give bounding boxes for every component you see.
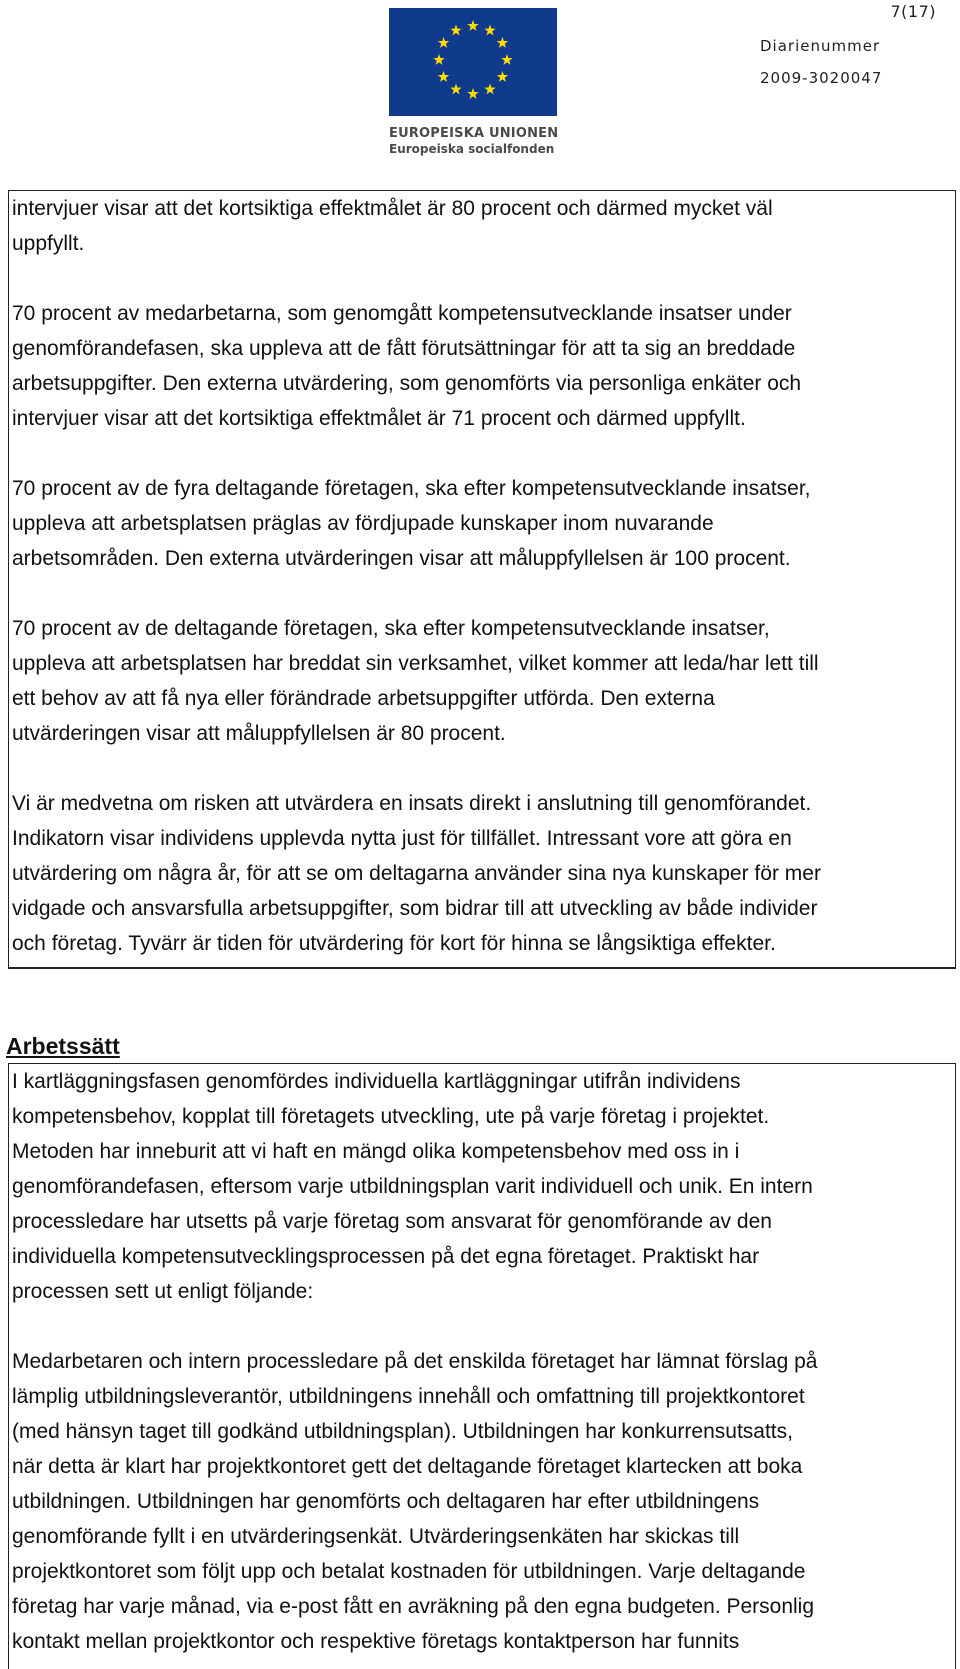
text-line: Metoden har inneburit att vi haft en mängd olika kompetensbehov med oss in i — [12, 1140, 740, 1163]
text-line: vidgade och ansvarsfulla arbetsuppgifter, som bidrar till att utveckling av både individer — [12, 897, 818, 920]
text-line: processledare har utsetts på varje företag som ansvarat för genomförande av den — [12, 1210, 772, 1233]
text-line — [12, 261, 955, 296]
results-text — [12, 191, 955, 961]
text-line: och företag. Tyvärr är tiden för utvärdering för kort för hinna se långsiktiga effekter. — [12, 932, 776, 955]
text-line: utbildningen. Utbildningen har genomförts och deltagaren har efter utbildningens — [12, 1490, 760, 1513]
text-line: individuella kompetensutvecklingsprocessen på det egna företaget. Praktiskt har — [12, 1245, 760, 1268]
text-line: 70 procent av de deltagande företagen, ska efter kompetensutvecklande insatser, — [12, 617, 770, 640]
text-line: genomförande fyllt i en utvärderingsenkät. Utvärderingsenkäten har skickas till — [12, 1525, 740, 1548]
text-line: Medarbetaren och intern processledare på det enskilda företaget har lämnat förslag på — [12, 1350, 818, 1373]
text-line: kompetensbehov, kopplat till företagets utveckling, ute på varje företag i projektet. — [12, 1105, 770, 1128]
logo-title: EUROPEISKA UNIONEN — [389, 126, 559, 141]
text-line: utvärderingen visar att måluppfyllelsen är 80 procent. — [12, 722, 506, 745]
text-line — [12, 1309, 955, 1344]
method-text — [12, 1064, 955, 1659]
text-line: processen sett ut enligt följande: — [12, 1280, 314, 1303]
section-heading: Arbetssätt — [6, 1033, 120, 1059]
page-number: 7(17) — [890, 2, 936, 21]
eu-logo — [389, 8, 557, 156]
text-line: 70 procent av de fyra deltagande företagen, ska efter kompetensutvecklande insatser, — [12, 477, 811, 500]
text-line: genomförandefasen, eftersom varje utbildningsplan varit individuell och unik. En intern — [12, 1175, 813, 1198]
text-line — [12, 751, 955, 786]
text-line: företag har varje månad, via e-post fått en avräkning på den egna budgeten. Personlig — [12, 1595, 815, 1618]
text-line: lämplig utbildningsleverantör, utbildningens innehåll och omfattning till projektkontoret — [12, 1385, 805, 1408]
logo-subtitle: Europeiska socialfonden — [389, 142, 555, 156]
text-line: I kartläggningsfasen genomfördes individuella kartläggningar utifrån individens — [12, 1070, 741, 1093]
text-line: utvärdering om några år, för att se om deltagarna använder sina nya kunskaper för mer — [12, 862, 821, 885]
text-line: arbetsområden. Den externa utvärderingen visar att måluppfyllelsen är 100 procent. — [12, 547, 791, 570]
text-line: genomförandefasen, ska uppleva att de fått förutsättningar för att ta sig an breddade — [12, 337, 796, 360]
text-line: uppleva att arbetsplatsen präglas av fördjupade kunskaper inom nuvarande — [12, 512, 714, 535]
text-line: uppfyllt. — [12, 232, 85, 255]
text-line: Vi är medvetna om risken att utvärdera en insats direkt i anslutning till genomförandet. — [12, 792, 812, 815]
text-line: Indikatorn visar individens upplevda nytta just för tillfället. Intressant vore att göra en — [12, 827, 792, 850]
text-line: uppleva att arbetsplatsen har breddat sin verksamhet, vilket kommer att leda/har lett till — [12, 652, 819, 675]
results-box — [8, 190, 956, 969]
text-line: intervjuer visar att det kortsiktiga effektmålet är 71 procent och därmed uppfyllt. — [12, 407, 746, 430]
text-line: (med hänsyn taget till godkänd utbildningsplan). Utbildningen har konkurrensutsatts, — [12, 1420, 793, 1443]
diarie-block — [760, 30, 882, 94]
text-line: 70 procent av medarbetarna, som genomgått kompetensutvecklande insatser under — [12, 302, 792, 325]
text-line: ett behov av att få nya eller förändrade arbetsuppgifter utförda. Den externa — [12, 687, 715, 710]
text-line: projektkontoret som följt upp och betalat kostnaden för utbildningen. Varje deltagande — [12, 1560, 806, 1583]
text-line: när detta är klart har projektkontoret gett det deltagande företaget klartecken att boka — [12, 1455, 803, 1478]
text-line: arbetsuppgifter. Den externa utvärdering, som genomförts via personliga enkäter och — [12, 372, 802, 395]
eu-flag-icon — [389, 8, 557, 116]
diarie-label: Diarienummer — [760, 37, 881, 55]
method-box — [8, 1063, 956, 1669]
text-line: intervjuer visar att det kortsiktiga effektmålet är 80 procent och därmed mycket väl — [12, 197, 773, 220]
text-line: kontakt mellan projektkontor och respektive företags kontaktperson har funnits — [12, 1630, 740, 1653]
text-line — [12, 576, 955, 611]
diarie-number: 2009-3020047 — [760, 69, 883, 87]
text-line — [12, 436, 955, 471]
